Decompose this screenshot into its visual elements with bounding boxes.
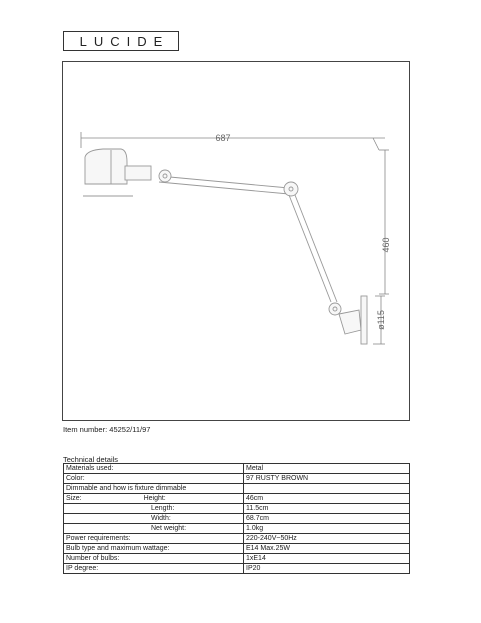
table-row	[64, 504, 410, 514]
spec-value: 68.7cm	[244, 514, 410, 524]
item-number: Item number: 45252/11/97	[63, 425, 151, 434]
spec-label-cell	[64, 524, 244, 534]
spec-label: Color:	[66, 475, 85, 482]
table-row	[64, 564, 410, 574]
spec-label: IP degree:	[66, 565, 99, 572]
table-row	[64, 544, 410, 554]
table-row	[64, 474, 410, 484]
spec-label-cell	[64, 464, 244, 474]
spec-label: Size:	[66, 495, 82, 502]
wall-bracket	[339, 310, 361, 334]
lower-arm	[289, 195, 331, 302]
spec-label: Number of bulbs:	[66, 555, 120, 562]
technical-details-title: Technical details	[63, 455, 119, 464]
spec-label-cell	[64, 504, 244, 514]
spec-label-cell	[64, 534, 244, 544]
spec-label: Bulb type and maximum wattage:	[66, 545, 170, 552]
spec-value: 46cm	[244, 494, 410, 504]
spec-value: Metal	[244, 464, 410, 474]
lamp-head-joint	[125, 166, 151, 180]
brand-logo: LUCIDE	[63, 31, 179, 51]
spec-label-cell	[64, 564, 244, 574]
table-row	[64, 554, 410, 564]
spec-sublabel: Net weight:	[151, 525, 187, 532]
table-row	[64, 524, 410, 534]
spec-label-cell	[64, 554, 244, 564]
lamp-dimension-drawing	[63, 62, 411, 422]
spec-value: IP20	[244, 564, 410, 574]
lamp-shade	[85, 149, 127, 184]
upper-arm	[159, 176, 289, 188]
spec-value	[244, 484, 410, 494]
spec-label: Power requirements:	[66, 535, 131, 542]
spec-value: 97 RUSTY BROWN	[244, 474, 410, 484]
table-row	[64, 464, 410, 474]
spec-value: 1.0kg	[244, 524, 410, 534]
spec-value: 1xE14	[244, 554, 410, 564]
product-drawing	[62, 61, 410, 421]
spec-label-cell	[64, 484, 244, 494]
spec-value: E14 Max.25W	[244, 544, 410, 554]
base-dim-label: ø115	[376, 310, 386, 330]
spec-value: 11.5cm	[244, 504, 410, 514]
table-row	[64, 514, 410, 524]
spec-label: Materials used:	[66, 465, 114, 472]
spec-value: 220-240V~50Hz	[244, 534, 410, 544]
spec-label: Dimmable and how is fixture dimmable	[66, 485, 187, 492]
spec-label-cell	[64, 494, 244, 504]
lamp-figure	[83, 149, 367, 344]
technical-details-table	[63, 463, 410, 574]
table-row	[64, 494, 410, 504]
spec-sublabel: Length:	[151, 505, 175, 512]
spec-sublabel: Width:	[151, 515, 171, 522]
table-row	[64, 534, 410, 544]
wall-plate	[361, 296, 367, 344]
spec-label-cell	[64, 514, 244, 524]
height-dim-label: 460	[381, 237, 391, 253]
spec-label-cell	[64, 544, 244, 554]
width-dim-label: 687	[215, 133, 231, 143]
table-row	[64, 484, 410, 494]
spec-sublabel: Height:	[143, 495, 166, 502]
width-dim-tick-right	[373, 138, 379, 150]
spec-label-cell	[64, 474, 244, 484]
